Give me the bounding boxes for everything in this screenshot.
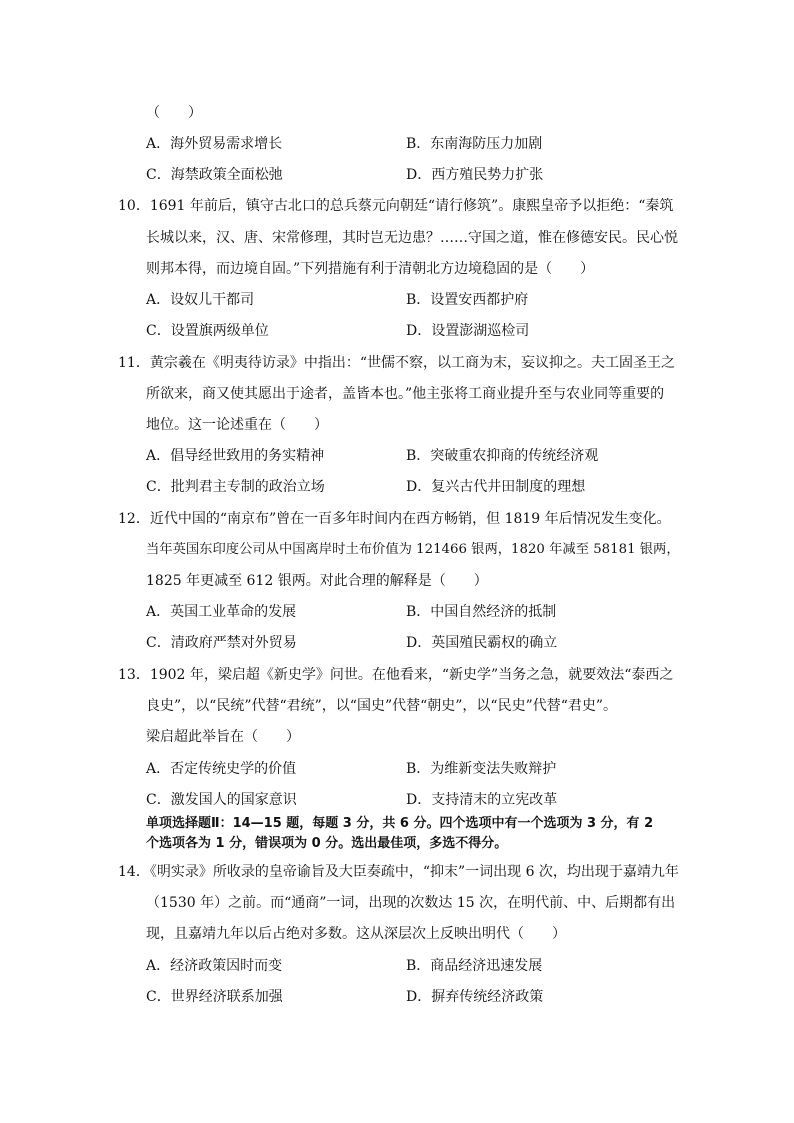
q13-option-b: B．为维新变法失败辩护	[406, 761, 557, 777]
q11-option-d: D．复兴古代井田制度的理想	[406, 479, 586, 495]
q13-stem-line-2: 良史”，以“民统”代替“君统”，以“国史”代替“朝史”，以“民史”代替“君史”。	[146, 698, 618, 714]
q12-option-d: D．英国殖民霸权的确立	[406, 635, 558, 651]
q13-stem-line-3: 梁启超此举旨在（ ）	[146, 729, 300, 745]
q11-stem-line-2: 所欲来，商又使其愿出于途者，盖皆本也。”他主张将工商业提升至与农业同等重要的	[146, 386, 665, 402]
q10-option-b: B．设置安西都护府	[406, 292, 529, 308]
q12-stem-line-2: 当年英国东印度公司从中国离岸时土布价值为 121466 银两，1820 年减至 58181 银两，	[146, 542, 680, 557]
q14-stem-line-3: 现，且嘉靖九年以后占绝对多数。这从深层次上反映出明代（ ）	[146, 926, 566, 942]
q14-option-b: B．商品经济迅速发展	[406, 958, 543, 974]
q10-option-a: A．设奴儿干都司	[146, 292, 255, 308]
q11-option-c: C．批判君主专制的政治立场	[146, 479, 325, 495]
q10-stem-line-2: 长城以来，汉、唐、宋常修理，其时岂无边患？……守国之道，惟在修德安民。民心悦	[146, 230, 678, 246]
q9-option-b: B．东南海防压力加剧	[406, 136, 543, 152]
section-2-heading-line-1: 单项选择题Ⅱ：14—15 题，每题 3 分，共 6 分。四个选项中有一个选项为 3 分，有 2	[146, 816, 654, 831]
q9-option-d: D．西方殖民势力扩张	[406, 167, 544, 183]
q11-stem-line-1: 11．黄宗羲在《明夷待访录》中指出：“世儒不察，以工商为末，妄议抑之。夫工固圣王之	[118, 355, 675, 371]
q13-option-a: A．否定传统史学的价值	[146, 761, 297, 777]
q9-option-a: A．海外贸易需求增长	[146, 136, 283, 152]
q14-option-d: D．摒弃传统经济政策	[406, 989, 544, 1005]
q12-option-c: C．清政府严禁对外贸易	[146, 635, 297, 651]
q14-stem-line-2: （1530 年）之前。而“通商”一词，出现的次数达 15 次，在明代前、中、后期都有出	[146, 895, 676, 911]
q12-stem-line-3: 1825 年更减至 612 银两。对此合理的解释是（ ）	[146, 573, 488, 589]
q9-answer-blank: （ ）	[146, 105, 202, 121]
q13-stem-line-1: 13．1902 年，梁启超《新史学》问世。在他看来，“新史学”当务之急，就要效法“泰西之	[118, 667, 674, 683]
q14-option-a: A．经济政策因时而变	[146, 958, 283, 974]
q13-option-c: C．激发国人的国家意识	[146, 792, 297, 808]
q11-option-a: A．倡导经世致用的务实精神	[146, 448, 325, 464]
q9-option-c: C．海禁政策全面松弛	[146, 167, 283, 183]
q11-option-b: B．突破重农抑商的传统经济观	[406, 448, 599, 464]
q10-option-d: D．设置澎湖巡检司	[406, 323, 530, 339]
q12-option-a: A．英国工业革命的发展	[146, 604, 297, 620]
q11-stem-line-3: 地位。这一论述重在（ ）	[146, 417, 328, 433]
q12-stem-line-1: 12．近代中国的“南京布”曾在一百多年时间内在西方畅销，但 1819 年后情况发生变化。	[118, 511, 671, 527]
q12-option-b: B．中国自然经济的抵制	[406, 604, 557, 620]
q10-stem-line-3: 则邦本得，而边境自固。”下列措施有利于清朝北方边境稳固的是（ ）	[146, 261, 595, 277]
section-2-heading-line-2: 个选项各为 1 分，错误项为 0 分。选出最佳项，多选不得分。	[146, 836, 508, 851]
q14-stem-line-1: 14．《明实录》所收录的皇帝谕旨及大臣奏疏中，“抑末”一词出现 6 次，均出现于嘉靖九年	[118, 864, 679, 880]
q13-option-d: D．支持清末的立宪改革	[406, 792, 558, 808]
q10-option-c: C．设置旗两级单位	[146, 323, 269, 339]
q10-stem-line-1: 10．1691 年前后，镇守古北口的总兵蔡元向朝廷“请行修筑”。康熙皇帝予以拒绝：“秦筑	[118, 198, 674, 214]
q14-option-c: C．世界经济联系加强	[146, 989, 283, 1005]
